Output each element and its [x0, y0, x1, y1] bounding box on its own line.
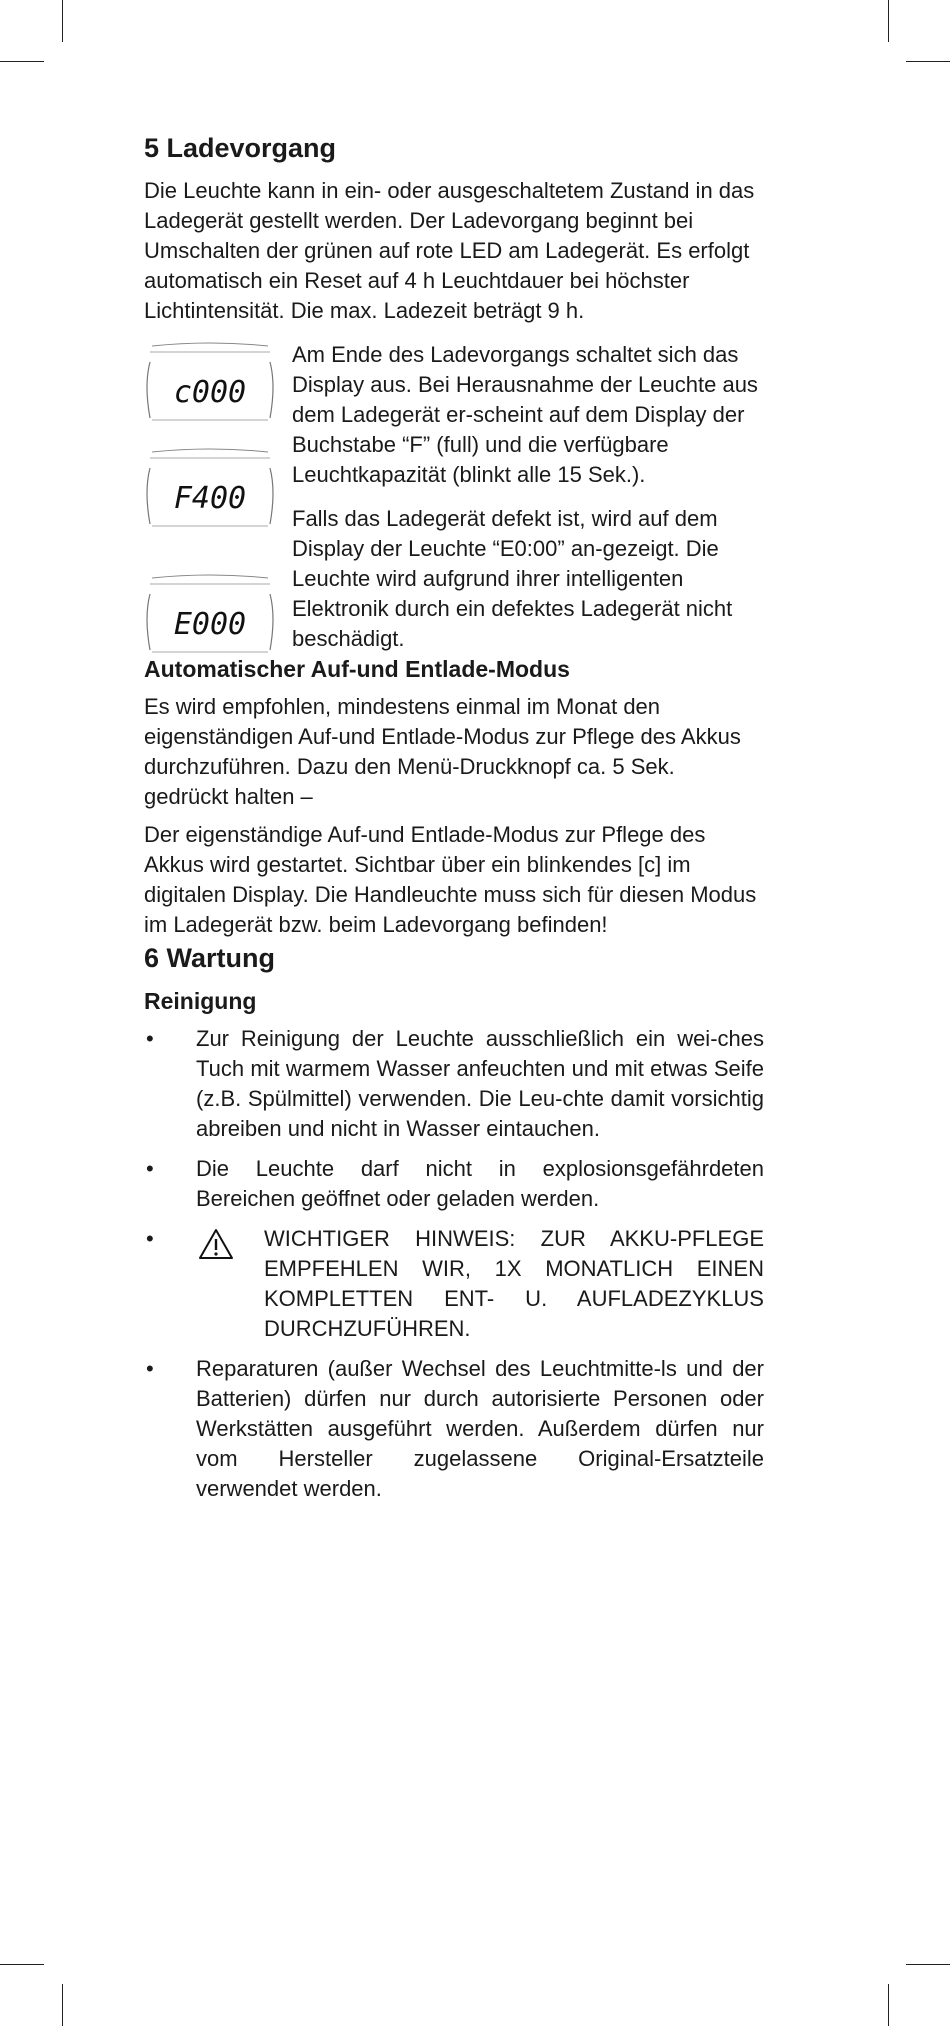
warning-triangle-icon: [196, 1224, 264, 1344]
crop-mark: [888, 1984, 889, 2026]
lcd-display-error: [144, 572, 276, 662]
maintenance-list: [144, 1024, 764, 1504]
list-item: [144, 1024, 764, 1144]
display-illustrations: [144, 340, 280, 654]
charge-end-paragraph: Am Ende des Ladevorgangs schaltet sich das Display aus. Bei Herausnahme der Leuchte aus dem Ladegerät er-scheint auf dem Display der Buchstabe “F” (full) und die verfügbare Leuchtkapazität (blinkt alle 15 Sek.).: [292, 342, 758, 487]
list-item-text: Die Leuchte darf nicht in explosionsgefährdeten Bereichen geöffnet oder geladen werden.: [196, 1156, 764, 1211]
list-item-text: Reparaturen (außer Wechsel des Leuchtmitte-ls und der Batterien) dürfen nur durch autorisierte Personen oder Werkstätten ausgeführt werden. Außerdem dürfen nur vom Hersteller zugelassene Original-Ersatzteile verwendet werden.: [196, 1356, 764, 1501]
crop-mark: [62, 1984, 63, 2026]
list-item-text: Zur Reinigung der Leuchte ausschließlich ein wei-ches Tuch mit warmem Wasser anfeuchten und mit etwas Seife (z.B. Spülmittel) verwenden. Die Leu-chte damit vorsichtig abreiben und nicht in Wasser eintauchen.: [196, 1026, 764, 1141]
crop-mark: [906, 61, 950, 62]
page-content: [144, 130, 764, 1514]
crop-mark: [906, 1964, 950, 1965]
auto-mode-paragraph-1: Es wird empfohlen, mindestens einmal im Monat den eigenständigen Auf-und Entlade-Modus zur Pflege des Akkus durchzuführen. Dazu den Menü-Druckknopf ca. 5 Sek. gedrückt halten –: [144, 694, 741, 809]
auto-mode-heading: Automatischer Auf-und Entlade-Modus: [144, 656, 570, 682]
bullet-icon: •: [146, 1356, 154, 1381]
display-text: [280, 340, 764, 654]
crop-mark: [0, 61, 44, 62]
crop-mark: [0, 1964, 44, 1965]
section-5-intro: Die Leuchte kann in ein- oder ausgeschaltetem Zustand in das Ladegerät gestellt werden. Der Ladevorgang beginnt bei Umschalten der grünen auf rote LED am Ladegerät. Es erfolgt automatisch ein Reset auf 4 h Leuchtdauer bei höchster Lichtintensität. Die max. Ladezeit beträgt 9 h.: [144, 178, 755, 323]
bullet-icon: •: [146, 1026, 154, 1051]
lcd-readout: E000: [173, 607, 247, 642]
lcd-readout: F400: [173, 481, 247, 516]
lcd-readout: c000: [173, 375, 247, 410]
list-item: [144, 1354, 764, 1504]
crop-mark: [888, 0, 889, 42]
lcd-display-full: [144, 446, 276, 536]
lcd-display-charging: [144, 340, 276, 430]
list-item: [144, 1154, 764, 1214]
list-item: [144, 1224, 764, 1344]
warning-notice: [196, 1224, 764, 1344]
warning-text: WICHTIGER HINWEIS: ZUR AKKU-PFLEGE EMPFEHLEN WIR, 1X MONATLICH EINEN KOMPLETTEN ENT- U. AUFLADEZYKLUS DURCHZUFÜHREN.: [264, 1226, 764, 1341]
bullet-icon: •: [146, 1156, 154, 1181]
section-5-heading: 5 Ladevorgang: [144, 133, 337, 163]
crop-mark: [62, 0, 63, 42]
cleaning-heading: Reinigung: [144, 988, 257, 1014]
charger-defect-paragraph: Falls das Ladegerät defekt ist, wird auf dem Display der Leuchte “E0:00” an-gezeigt. Die Leuchte wird aufgrund ihrer intelligenten Elektronik durch ein defektes Ladegerät nicht beschädigt.: [292, 506, 733, 651]
section-6-heading: 6 Wartung: [144, 943, 275, 973]
display-block: [144, 340, 764, 654]
bullet-icon: •: [146, 1226, 154, 1251]
auto-mode-paragraph-2: Der eigenständige Auf-und Entlade-Modus zur Pflege des Akkus wird gestartet. Sichtbar über ein blinkendes [c] im digitalen Display. Die Handleuchte muss sich für diesen Modus im Ladegerät bzw. beim Ladevorgang befinden!: [144, 822, 757, 937]
